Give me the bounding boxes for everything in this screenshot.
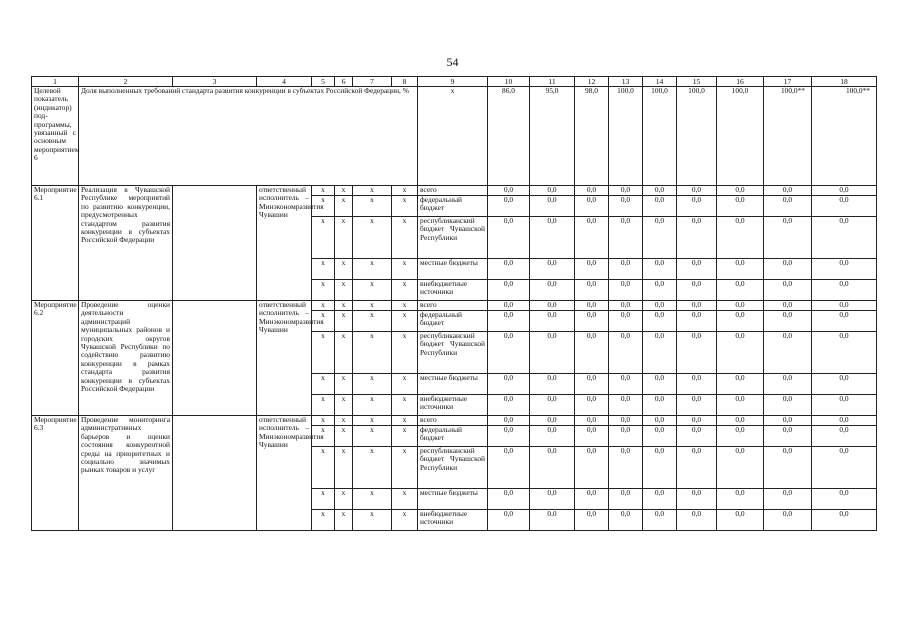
indicator-label: Целевой показатель (индикатор) подпрограммы, увязанный с основным мероприятием 6: [32, 87, 79, 186]
x-mark: х: [353, 374, 392, 395]
measure-row: [32, 186, 877, 196]
funding-value: 0,0: [530, 447, 575, 489]
funding-value: 0,0: [530, 301, 575, 311]
x-mark: х: [353, 426, 392, 447]
program-table: [31, 76, 877, 531]
funding-value: 0,0: [717, 311, 764, 332]
funding-source: внебюджетные источники: [418, 280, 488, 301]
x-mark: х: [353, 416, 392, 426]
funding-value: 0,0: [575, 510, 609, 531]
funding-value: 0,0: [575, 447, 609, 489]
funding-value: 0,0: [488, 489, 530, 510]
funding-value: 0,0: [717, 217, 764, 259]
x-mark: х: [312, 395, 335, 416]
funding-value: 0,0: [643, 196, 677, 217]
x-mark: х: [353, 301, 392, 311]
indicator-value: 100,0**: [812, 87, 877, 186]
header-cell: 12: [575, 77, 609, 87]
funding-value: 0,0: [677, 311, 717, 332]
measure-executor: ответственный исполнитель – Минэкономразвития Чувашии: [257, 186, 312, 301]
x-mark: х: [392, 489, 418, 510]
funding-value: 0,0: [488, 332, 530, 374]
funding-value: 0,0: [764, 426, 812, 447]
x-mark: х: [312, 196, 335, 217]
measure-label: Мероприятие 6.2: [32, 301, 79, 416]
funding-value: 0,0: [575, 395, 609, 416]
funding-value: 0,0: [764, 259, 812, 280]
header-cell: 1: [32, 77, 79, 87]
header-cell: 7: [353, 77, 392, 87]
funding-value: 0,0: [488, 196, 530, 217]
indicator-text: Доля выполненных требований стандарта развития конкуренции в субъектах Российской Федерации, %: [79, 87, 418, 186]
funding-source: местные бюджеты: [418, 489, 488, 510]
funding-value: 0,0: [677, 332, 717, 374]
x-mark: х: [392, 311, 418, 332]
funding-value: 0,0: [575, 311, 609, 332]
funding-value: 0,0: [764, 332, 812, 374]
funding-value: 0,0: [488, 217, 530, 259]
x-mark: х: [335, 395, 353, 416]
header-cell: 5: [312, 77, 335, 87]
x-mark: х: [353, 447, 392, 489]
x-mark: х: [335, 280, 353, 301]
funding-value: 0,0: [643, 489, 677, 510]
funding-value: 0,0: [812, 426, 877, 447]
funding-value: 0,0: [530, 489, 575, 510]
funding-value: 0,0: [643, 259, 677, 280]
header-cell: 14: [643, 77, 677, 87]
funding-value: 0,0: [677, 510, 717, 531]
funding-value: 0,0: [643, 332, 677, 374]
measure-executor: ответственный исполнитель – Минэкономразвития Чувашии: [257, 416, 312, 531]
funding-source: федеральный бюджет: [418, 196, 488, 217]
measure-executor: ответственный исполнитель – Минэкономразвития Чувашии: [257, 301, 312, 416]
funding-value: 0,0: [488, 259, 530, 280]
funding-value: 0,0: [764, 311, 812, 332]
indicator-value: 100,0: [609, 87, 643, 186]
x-mark: х: [392, 416, 418, 426]
x-mark: х: [353, 186, 392, 196]
x-mark: х: [392, 395, 418, 416]
funding-value: 0,0: [717, 186, 764, 196]
funding-value: 0,0: [609, 332, 643, 374]
header-cell: 4: [257, 77, 312, 87]
header-cell: 6: [335, 77, 353, 87]
x-mark: х: [353, 510, 392, 531]
measure-name: Реализация в Чувашской Республике мероприятий по развитию конкуренции, предусмотренных стандартом развития конкуренции в субъектах Российской Федерации: [79, 186, 173, 301]
x-mark: х: [312, 510, 335, 531]
x-mark: х: [312, 186, 335, 196]
funding-value: 0,0: [717, 259, 764, 280]
funding-value: 0,0: [575, 217, 609, 259]
funding-value: 0,0: [717, 416, 764, 426]
funding-value: 0,0: [677, 426, 717, 447]
x-mark: х: [353, 311, 392, 332]
x-mark: х: [312, 301, 335, 311]
funding-value: 0,0: [643, 510, 677, 531]
x-mark: х: [335, 374, 353, 395]
x-mark: х: [353, 489, 392, 510]
funding-value: 0,0: [643, 301, 677, 311]
funding-value: 0,0: [677, 416, 717, 426]
indicator-value: 95,0: [530, 87, 575, 186]
indicator-value: 86,0: [488, 87, 530, 186]
x-mark: х: [392, 447, 418, 489]
funding-value: 0,0: [812, 186, 877, 196]
x-mark: х: [353, 217, 392, 259]
x-mark: х: [312, 447, 335, 489]
x-mark: х: [335, 416, 353, 426]
measure-row: [32, 416, 877, 426]
funding-source: внебюджетные источники: [418, 510, 488, 531]
funding-value: 0,0: [530, 259, 575, 280]
funding-value: 0,0: [530, 395, 575, 416]
funding-value: 0,0: [764, 186, 812, 196]
header-cell: 8: [392, 77, 418, 87]
funding-value: 0,0: [488, 416, 530, 426]
funding-value: 0,0: [677, 186, 717, 196]
x-mark: х: [335, 259, 353, 280]
header-cell: 15: [677, 77, 717, 87]
funding-value: 0,0: [812, 217, 877, 259]
funding-value: 0,0: [764, 416, 812, 426]
header-cell: 9: [418, 77, 488, 87]
x-mark: х: [392, 332, 418, 374]
funding-value: 0,0: [812, 447, 877, 489]
funding-source: республиканский бюджет Чувашской Республики: [418, 217, 488, 259]
header-cell: 16: [717, 77, 764, 87]
measure-empty-cell: [173, 416, 257, 531]
measure-name: Проведение оценки деятельности администраций муниципальных районов и городских округов Чувашской Республики по содействию развитию конкуренции в рамках стандарта развития конкуренции в субъектах Российской Федерации: [79, 301, 173, 416]
funding-value: 0,0: [530, 217, 575, 259]
funding-value: 0,0: [717, 489, 764, 510]
funding-value: 0,0: [643, 217, 677, 259]
funding-value: 0,0: [764, 301, 812, 311]
funding-value: 0,0: [764, 447, 812, 489]
x-mark: х: [335, 301, 353, 311]
header-cell: 10: [488, 77, 530, 87]
funding-value: 0,0: [643, 186, 677, 196]
x-mark: х: [353, 259, 392, 280]
funding-value: 0,0: [812, 374, 877, 395]
x-mark: х: [312, 259, 335, 280]
x-mark: х: [335, 447, 353, 489]
x-mark: х: [392, 301, 418, 311]
x-mark: х: [392, 510, 418, 531]
indicator-value: 98,0: [575, 87, 609, 186]
funding-source: внебюджетные источники: [418, 395, 488, 416]
funding-value: 0,0: [488, 374, 530, 395]
funding-value: 0,0: [812, 311, 877, 332]
funding-value: 0,0: [575, 196, 609, 217]
indicator-value: 100,0**: [764, 87, 812, 186]
funding-value: 0,0: [530, 374, 575, 395]
funding-value: 0,0: [717, 510, 764, 531]
header-row: [32, 77, 877, 87]
funding-value: 0,0: [609, 510, 643, 531]
x-mark: х: [392, 280, 418, 301]
x-mark: х: [392, 186, 418, 196]
funding-value: 0,0: [530, 510, 575, 531]
funding-value: 0,0: [812, 510, 877, 531]
funding-value: 0,0: [488, 280, 530, 301]
funding-value: 0,0: [764, 510, 812, 531]
funding-source: республиканский бюджет Чувашской Республики: [418, 447, 488, 489]
funding-value: 0,0: [812, 489, 877, 510]
x-mark: х: [392, 374, 418, 395]
measure-label: Мероприятие 6.1: [32, 186, 79, 301]
x-mark: х: [312, 311, 335, 332]
funding-value: 0,0: [717, 280, 764, 301]
funding-value: 0,0: [575, 489, 609, 510]
funding-value: 0,0: [717, 196, 764, 217]
x-mark: х: [392, 426, 418, 447]
funding-value: 0,0: [488, 186, 530, 196]
indicator-value: 100,0: [717, 87, 764, 186]
funding-source: всего: [418, 416, 488, 426]
x-mark: х: [312, 332, 335, 374]
funding-value: 0,0: [609, 447, 643, 489]
indicator-row: [32, 87, 877, 186]
funding-value: 0,0: [575, 426, 609, 447]
funding-value: 0,0: [488, 447, 530, 489]
funding-value: 0,0: [575, 301, 609, 311]
x-mark: х: [335, 426, 353, 447]
funding-value: 0,0: [530, 332, 575, 374]
funding-value: 0,0: [717, 395, 764, 416]
funding-value: 0,0: [488, 311, 530, 332]
funding-source: всего: [418, 186, 488, 196]
funding-value: 0,0: [609, 395, 643, 416]
funding-value: 0,0: [717, 374, 764, 395]
funding-value: 0,0: [812, 416, 877, 426]
funding-value: 0,0: [609, 196, 643, 217]
funding-value: 0,0: [717, 332, 764, 374]
measure-label: Мероприятие 6.3: [32, 416, 79, 531]
funding-value: 0,0: [643, 395, 677, 416]
x-mark: х: [312, 217, 335, 259]
funding-source: местные бюджеты: [418, 374, 488, 395]
funding-value: 0,0: [609, 426, 643, 447]
funding-value: 0,0: [530, 280, 575, 301]
funding-value: 0,0: [488, 426, 530, 447]
funding-value: 0,0: [812, 301, 877, 311]
funding-value: 0,0: [764, 196, 812, 217]
funding-value: 0,0: [643, 416, 677, 426]
x-mark: х: [392, 196, 418, 217]
funding-value: 0,0: [812, 196, 877, 217]
funding-value: 0,0: [677, 447, 717, 489]
funding-value: 0,0: [609, 416, 643, 426]
funding-source: федеральный бюджет: [418, 426, 488, 447]
funding-value: 0,0: [530, 416, 575, 426]
funding-value: 0,0: [530, 311, 575, 332]
funding-value: 0,0: [643, 374, 677, 395]
header-cell: 3: [173, 77, 257, 87]
funding-value: 0,0: [575, 374, 609, 395]
funding-value: 0,0: [609, 280, 643, 301]
funding-value: 0,0: [812, 332, 877, 374]
funding-value: 0,0: [677, 374, 717, 395]
x-mark: х: [335, 510, 353, 531]
funding-value: 0,0: [677, 301, 717, 311]
funding-value: 0,0: [677, 259, 717, 280]
header-cell: 17: [764, 77, 812, 87]
funding-source: республиканский бюджет Чувашской Республики: [418, 332, 488, 374]
funding-value: 0,0: [530, 196, 575, 217]
header-cell: 13: [609, 77, 643, 87]
indicator-col9: х: [418, 87, 488, 186]
funding-value: 0,0: [488, 301, 530, 311]
funding-value: 0,0: [530, 426, 575, 447]
funding-source: местные бюджеты: [418, 259, 488, 280]
x-mark: х: [335, 217, 353, 259]
funding-value: 0,0: [575, 416, 609, 426]
funding-value: 0,0: [643, 447, 677, 489]
x-mark: х: [335, 186, 353, 196]
header-cell: 11: [530, 77, 575, 87]
x-mark: х: [312, 426, 335, 447]
funding-value: 0,0: [609, 186, 643, 196]
x-mark: х: [312, 280, 335, 301]
x-mark: х: [353, 395, 392, 416]
funding-value: 0,0: [575, 332, 609, 374]
measure-empty-cell: [173, 301, 257, 416]
funding-value: 0,0: [530, 186, 575, 196]
page-number: 54: [446, 55, 459, 69]
x-mark: х: [312, 374, 335, 395]
indicator-value: 100,0: [643, 87, 677, 186]
x-mark: х: [335, 332, 353, 374]
funding-value: 0,0: [677, 196, 717, 217]
funding-value: 0,0: [677, 280, 717, 301]
funding-value: 0,0: [677, 489, 717, 510]
funding-value: 0,0: [812, 280, 877, 301]
x-mark: х: [335, 489, 353, 510]
funding-value: 0,0: [677, 217, 717, 259]
x-mark: х: [312, 489, 335, 510]
funding-value: 0,0: [677, 395, 717, 416]
funding-value: 0,0: [575, 186, 609, 196]
indicator-value: 100,0: [677, 87, 717, 186]
funding-value: 0,0: [609, 301, 643, 311]
x-mark: х: [353, 332, 392, 374]
funding-value: 0,0: [609, 259, 643, 280]
x-mark: х: [392, 217, 418, 259]
funding-value: 0,0: [488, 510, 530, 531]
funding-value: 0,0: [764, 489, 812, 510]
funding-source: всего: [418, 301, 488, 311]
funding-value: 0,0: [717, 447, 764, 489]
funding-value: 0,0: [764, 374, 812, 395]
funding-value: 0,0: [643, 280, 677, 301]
measure-row: [32, 301, 877, 311]
x-mark: х: [312, 416, 335, 426]
x-mark: х: [335, 196, 353, 217]
header-cell: 18: [812, 77, 877, 87]
header-cell: 2: [79, 77, 173, 87]
funding-value: 0,0: [764, 217, 812, 259]
funding-value: 0,0: [575, 259, 609, 280]
funding-value: 0,0: [764, 395, 812, 416]
funding-value: 0,0: [488, 395, 530, 416]
funding-value: 0,0: [812, 259, 877, 280]
funding-value: 0,0: [812, 395, 877, 416]
funding-source: федеральный бюджет: [418, 311, 488, 332]
funding-value: 0,0: [643, 311, 677, 332]
x-mark: х: [392, 259, 418, 280]
measure-empty-cell: [173, 186, 257, 301]
funding-value: 0,0: [717, 301, 764, 311]
funding-value: 0,0: [717, 426, 764, 447]
funding-value: 0,0: [609, 489, 643, 510]
funding-value: 0,0: [643, 426, 677, 447]
x-mark: х: [353, 280, 392, 301]
x-mark: х: [353, 196, 392, 217]
funding-value: 0,0: [609, 217, 643, 259]
measure-name: Проведение мониторинга административных барьеров и оценки состояния конкурентной среды на приоритетных и социально значимых рынках товаров и услуг: [79, 416, 173, 531]
x-mark: х: [335, 311, 353, 332]
funding-value: 0,0: [764, 280, 812, 301]
funding-value: 0,0: [609, 374, 643, 395]
funding-value: 0,0: [575, 280, 609, 301]
funding-value: 0,0: [609, 311, 643, 332]
